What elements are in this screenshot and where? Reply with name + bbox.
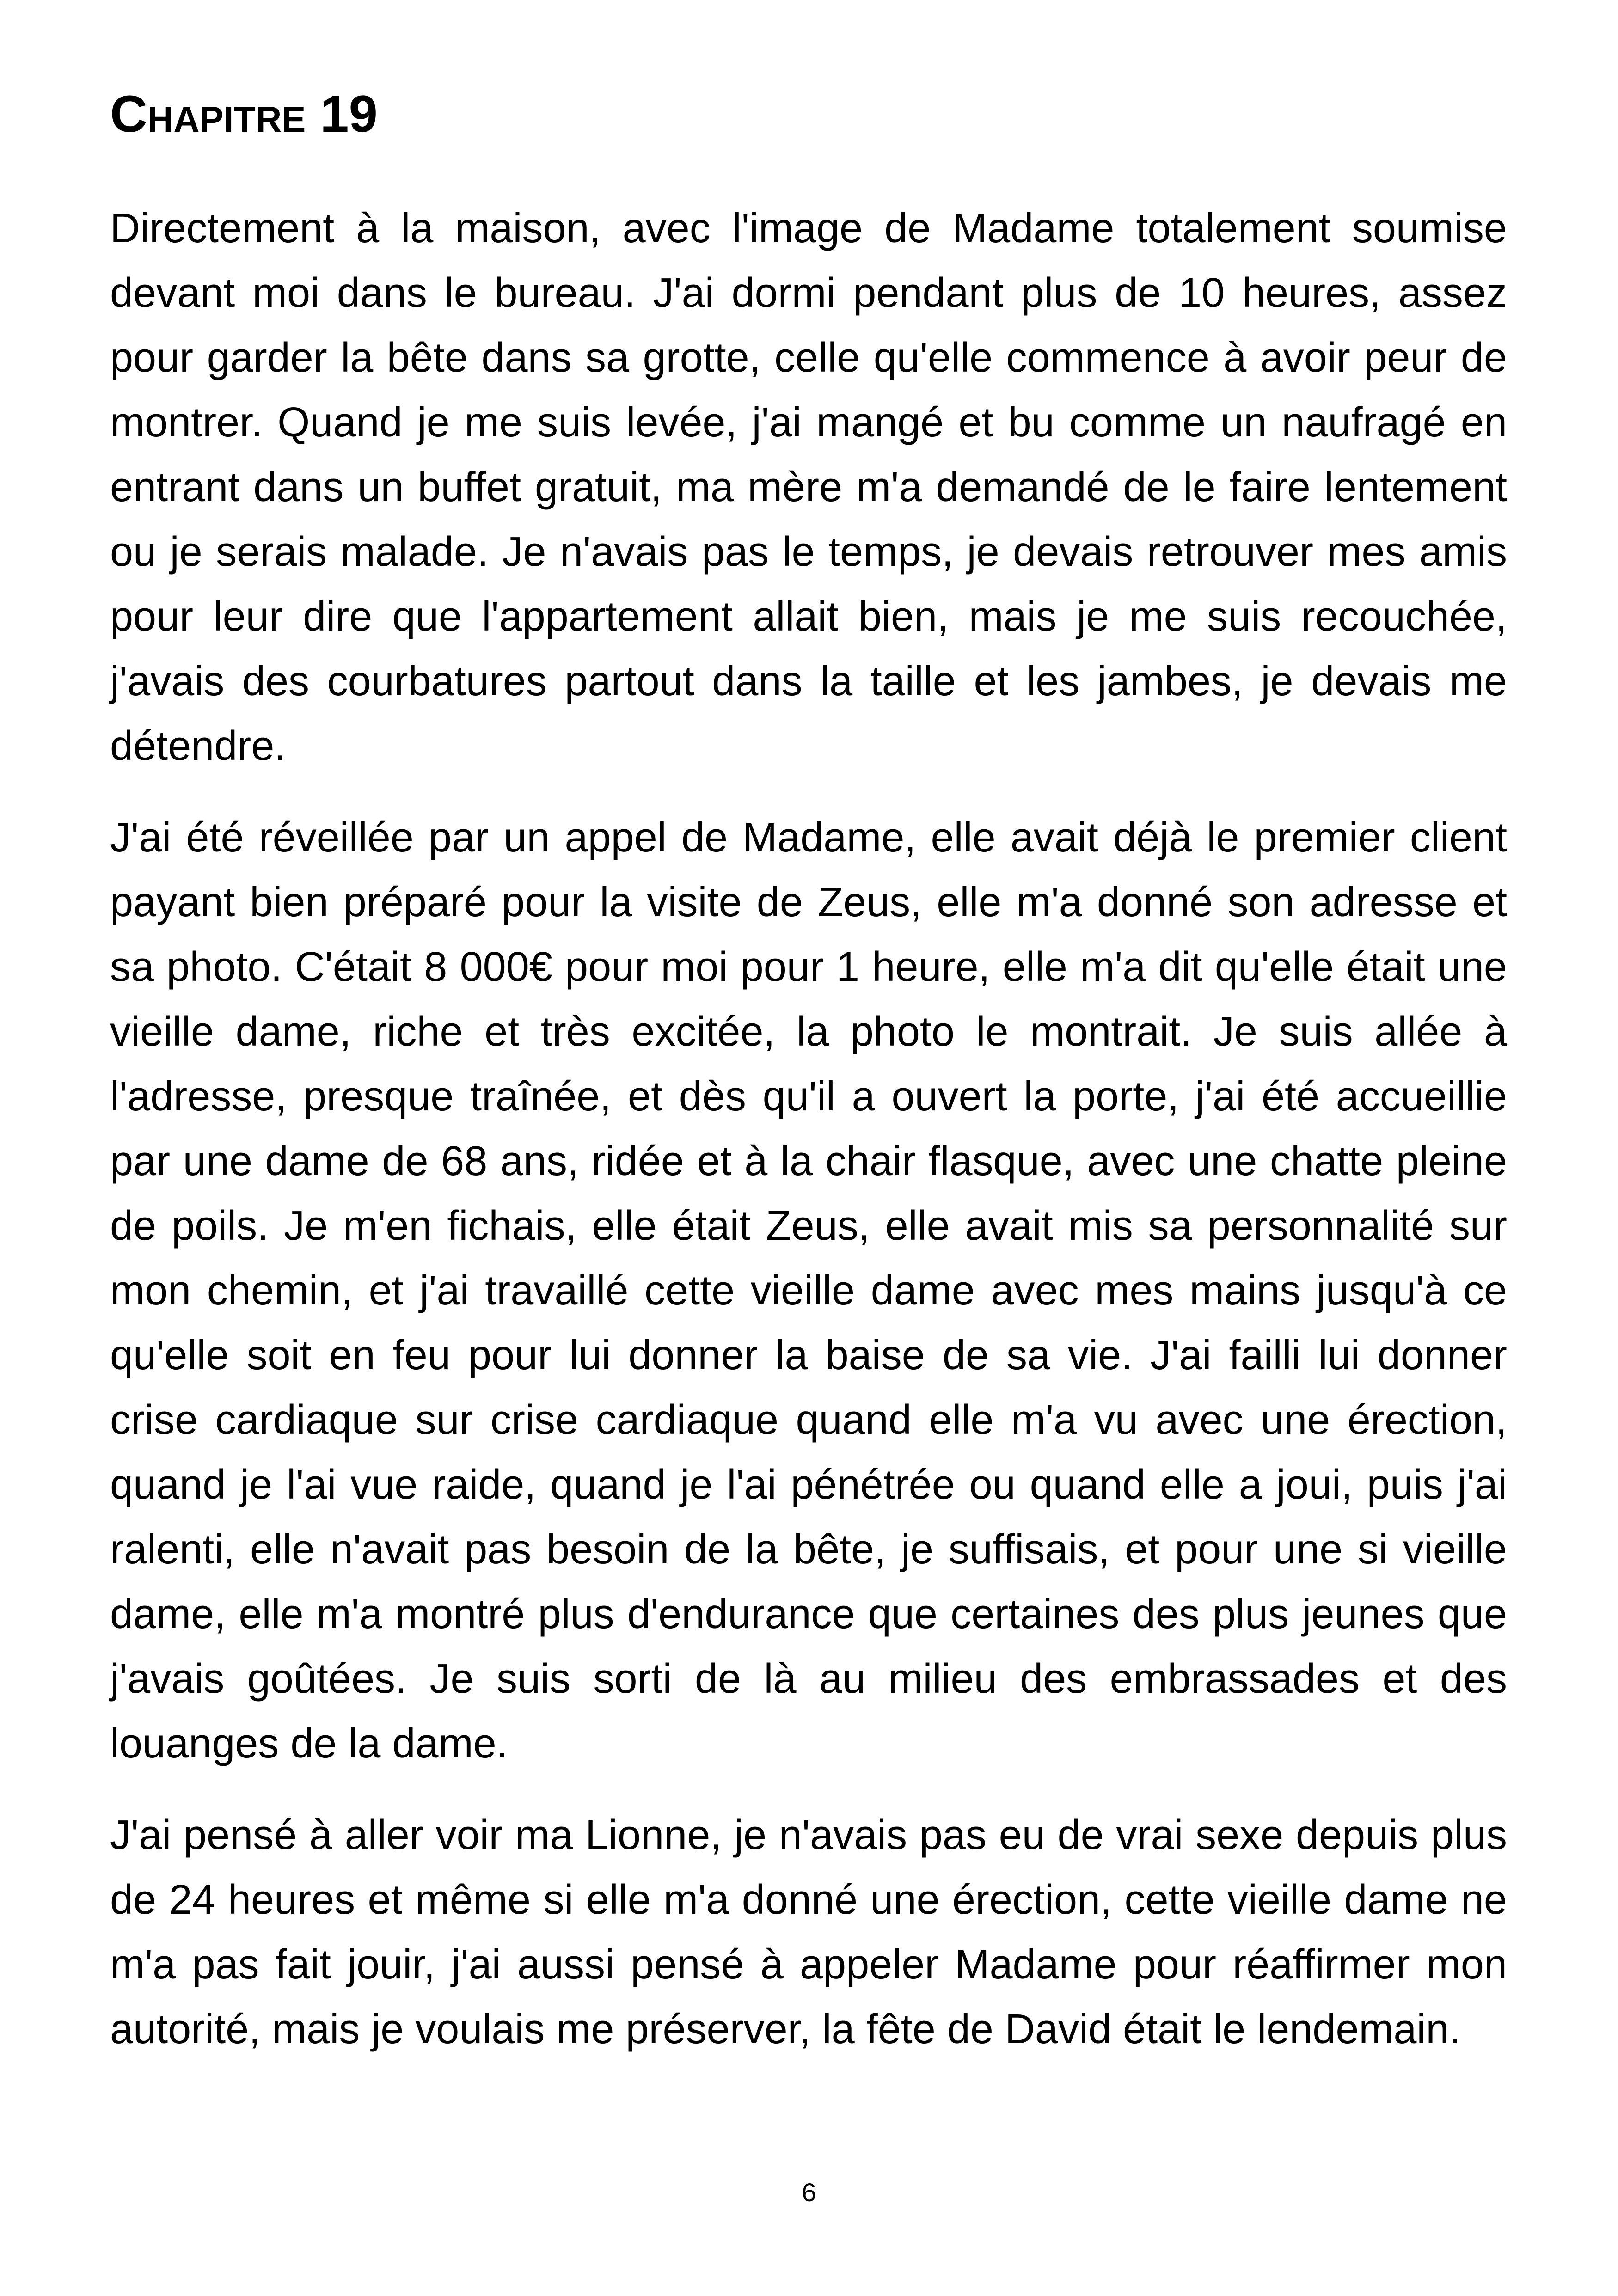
page-number: 6: [802, 2178, 816, 2207]
paragraph-1: Directement à la maison, avec l'image de Madame totalement soumise devant moi dans le bureau. J'ai dormi pendant plus de 10 heures, assez pour garder la bête dans sa grotte, celle qu'elle commence à avoir peur de montrer. Quand je me suis levée, j'ai mangé et bu comme un naufragé en entrant dans un buffet gratuit, ma mère m'a demandé de le faire lentement ou je serais malade. Je n'avais pas le temps, je devais retrouver mes amis pour leur dire que l'appartement allait bien, mais je me suis recouchée, j'avais des courbatures partout dans la taille et les jambes, je devais me détendre.: [110, 205, 1507, 770]
paragraph-2: J'ai été réveillée par un appel de Madame, elle avait déjà le premier client payant bien préparé pour la visite de Zeus, elle m'a donné son adresse et sa photo. C'était 8 000€ pour moi pour 1 heure, elle m'a dit qu'elle était une vieille dame, riche et très excitée, la photo le montrait. Je suis allée à l'adresse, presque traînée, et dès qu'il a ouvert la porte, j'ai été accueillie par une dame de 68 ans, ridée et à la chair flasque, avec une chatte pleine de poils. Je m'en fichais, elle était Zeus, elle avait mis sa personnalité sur mon chemin, et j'ai travaillé cette vieille dame avec mes mains jusqu'à ce qu'elle soit en feu pour lui donner la baise de sa vie. J'ai failli lui donner crise cardiaque sur crise cardiaque quand elle m'a vu avec une érection, quand je l'ai vue raide, quand je l'ai pénétrée ou quand elle a joui, puis j'ai ralenti, elle n'avait pas besoin de la bête, je suffisais, et pour une si vieille dame, elle m'a montré plus d'endurance que certaines des plus jeunes que j'avais goûtées. Je suis sorti de là au milieu des embrassades et des louanges de la dame.: [110, 814, 1507, 1767]
document-page: [110, 83, 1507, 2191]
chapter-body: [110, 196, 1507, 2062]
paragraph-3: J'ai pensé à aller voir ma Lionne, je n'avais pas eu de vrai sexe depuis plus de 24 heures et même si elle m'a donné une érection, cette vieille dame ne m'a pas fait jouir, j'ai aussi pensé à appeler Madame pour réaffirmer mon autorité, mais je voulais me préserver, la fête de David était le lendemain.: [110, 1812, 1507, 2053]
chapter-title: Chapitre 19: [110, 85, 378, 143]
